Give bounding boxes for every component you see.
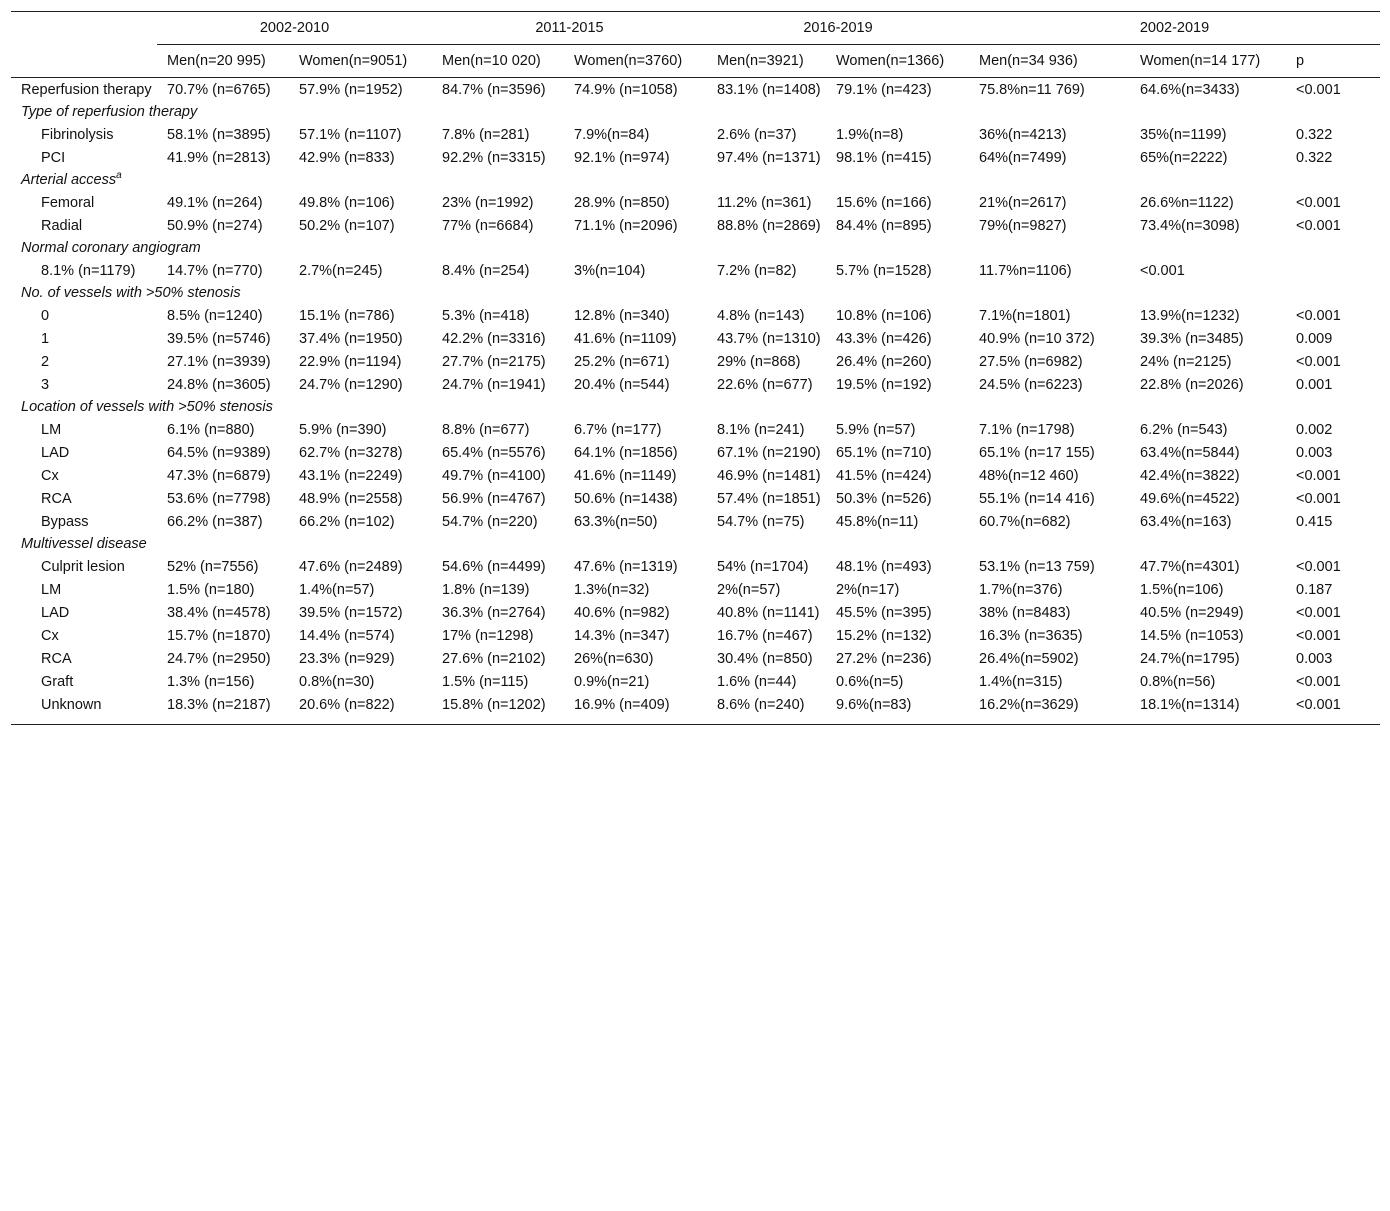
results-table (11, 11, 1380, 725)
table-cell: 53.1% (n=13 759) (979, 559, 1095, 575)
column-header: Women(n=3760) (564, 45, 707, 78)
table-cell: 13.9%(n=1232) (1140, 308, 1240, 324)
table-cell: 47.6% (n=1319) (574, 559, 678, 575)
table-cell: 64%(n=7499) (979, 150, 1067, 166)
table-cell: 84.7% (n=3596) (442, 82, 546, 98)
section-header-row (11, 282, 1380, 304)
table-cell: 58.1% (n=3895) (167, 127, 271, 143)
table-cell: 67.1% (n=2190) (717, 445, 821, 461)
table-row (11, 350, 1380, 373)
table-cell: 26%(n=630) (574, 651, 654, 667)
p-value-cell: 0.003 (1296, 445, 1333, 461)
p-value-cell: 0.001 (1296, 377, 1333, 393)
table-cell: 1.5% (n=115) (442, 674, 529, 690)
table-cell: 54.6% (n=4499) (442, 559, 546, 575)
table-cell: 24.7% (n=1290) (299, 377, 403, 393)
row-label: Bypass (41, 514, 89, 530)
table-cell: 50.9% (n=274) (167, 218, 263, 234)
table-cell: 20.6% (n=822) (289, 693, 432, 725)
table-cell: 49.8% (n=106) (299, 195, 395, 211)
table-cell: 42.2% (n=3316) (442, 331, 546, 347)
p-value-cell: <0.001 (1296, 559, 1341, 575)
column-header: Men(n=20 995) (157, 45, 289, 78)
table-cell: 25.2% (n=671) (574, 354, 670, 370)
table-cell: 40.8% (n=1141) (717, 605, 820, 621)
section-label (11, 237, 1380, 259)
table-cell: 15.8% (n=1202) (432, 693, 564, 725)
table-cell: 74.9% (n=1058) (574, 82, 678, 98)
table-cell: 64.5% (n=9389) (167, 445, 271, 461)
table-cell: 24% (n=2125) (1140, 354, 1232, 370)
table-cell: 77% (n=6684) (442, 218, 534, 234)
column-header: Men(n=3921) (707, 45, 826, 78)
p-value-cell: <0.001 (1296, 674, 1341, 690)
section-header-row (11, 101, 1380, 123)
table-cell: 45.8%(n=11) (836, 514, 919, 530)
table-cell: 0.8%(n=30) (299, 674, 375, 690)
row-label: LM (41, 582, 62, 598)
section-label-text: Location of vessels with >50% stenosis (21, 399, 273, 415)
table-cell: 15.7% (n=1870) (167, 628, 271, 644)
period-header-2002-2010: 2002-2010 (157, 12, 432, 45)
table-row (11, 670, 1380, 693)
table-cell: 47.6% (n=2489) (299, 559, 403, 575)
column-header: Women(n=14 177) (1130, 45, 1286, 78)
table-cell: 1.6% (n=44) (717, 674, 797, 690)
table-cell: 1.8% (n=139) (442, 582, 530, 598)
table-cell: 65.1% (n=17 155) (979, 445, 1095, 461)
table-cell: 40.9% (n=10 372) (979, 331, 1095, 347)
table-cell: 29% (n=868) (717, 354, 801, 370)
table-row (11, 555, 1380, 578)
table-cell: 16.3% (n=3635) (979, 628, 1083, 644)
section-label-text: Multivessel disease (21, 536, 147, 552)
table-row (11, 418, 1380, 441)
table-cell: 1.3% (n=156) (167, 674, 255, 690)
section-label (11, 282, 1380, 304)
table-cell: 16.9% (n=409) (564, 693, 707, 725)
section-label (11, 396, 1380, 418)
row-label: PCI (41, 150, 66, 166)
row-label: Unknown (11, 693, 157, 725)
period-header-row (11, 12, 1380, 45)
table-cell: 24.5% (n=6223) (979, 377, 1083, 393)
table-cell: 88.8% (n=2869) (717, 218, 821, 234)
p-value-cell: <0.001 (1296, 628, 1341, 644)
table-cell: 57.9% (n=1952) (299, 82, 403, 98)
table-cell: 2.6% (n=37) (717, 127, 797, 143)
table-cell: 43.1% (n=2249) (299, 468, 403, 484)
row-label: Graft (41, 674, 74, 690)
table-cell: 18.3% (n=2187) (157, 693, 289, 725)
table-row (11, 647, 1380, 670)
table-row (11, 191, 1380, 214)
table-cell: 12.8% (n=340) (574, 308, 670, 324)
table-cell: 48.9% (n=2558) (299, 491, 403, 507)
table-cell: 37.4% (n=1950) (299, 331, 403, 347)
table-row (11, 78, 1380, 102)
row-label: Culprit lesion (41, 559, 125, 575)
table-cell: 7.8% (n=281) (442, 127, 530, 143)
table-cell: 19.5% (n=192) (836, 377, 932, 393)
row-label: RCA (41, 651, 72, 667)
table-cell: 65.1% (n=710) (836, 445, 932, 461)
table-cell: 24.7% (n=2950) (167, 651, 271, 667)
table-cell: 79%(n=9827) (979, 218, 1067, 234)
section-label-text: Type of reperfusion therapy (21, 104, 198, 120)
table-cell: 36.3% (n=2764) (442, 605, 546, 621)
table-cell: 28.9% (n=850) (574, 195, 670, 211)
table-cell: 46.9% (n=1481) (717, 468, 821, 484)
table-cell: 49.6%(n=4522) (1140, 491, 1240, 507)
p-value-cell: <0.001 (1296, 468, 1341, 484)
table-cell: 57.4% (n=1851) (717, 491, 821, 507)
table-row (11, 464, 1380, 487)
table-cell: 5.3% (n=418) (442, 308, 530, 324)
table-cell: 27.2% (n=236) (836, 651, 932, 667)
table-cell: 4.8% (n=143) (717, 308, 805, 324)
table-cell: 17% (n=1298) (442, 628, 534, 644)
table-cell: 22.6% (n=677) (717, 377, 813, 393)
column-header: Women(n=9051) (289, 45, 432, 78)
table-cell: 53.6% (n=7798) (167, 491, 271, 507)
p-value-cell: 0.009 (1296, 331, 1333, 347)
table-cell: 7.9%(n=84) (574, 127, 650, 143)
table-cell: 63.3%(n=50) (574, 514, 658, 530)
table-cell: 22.8% (n=2026) (1140, 377, 1244, 393)
table-row (11, 259, 1380, 282)
table-cell: 48%(n=12 460) (979, 468, 1079, 484)
table-cell: 2.7%(n=245) (299, 263, 383, 279)
row-label: LAD (41, 445, 70, 461)
table-cell: 35%(n=1199) (1140, 127, 1227, 143)
table-cell: 18.1%(n=1314) (1130, 693, 1286, 725)
table-cell: 50.3% (n=526) (836, 491, 932, 507)
table-cell: 8.1% (n=241) (717, 422, 805, 438)
p-value-cell: <0.001 (1296, 354, 1341, 370)
row-label: Radial (41, 218, 83, 234)
p-value-cell: <0.001 (1296, 605, 1341, 621)
table-cell: 62.7% (n=3278) (299, 445, 403, 461)
table-cell: 16.7% (n=467) (717, 628, 813, 644)
row-label: 0 (41, 308, 50, 324)
table-cell: 27.7% (n=2175) (442, 354, 546, 370)
table-cell: 66.2% (n=387) (167, 514, 263, 530)
table-cell: 57.1% (n=1107) (299, 127, 402, 143)
footnote-marker: a (116, 170, 122, 182)
table-cell: 10.8% (n=106) (836, 308, 932, 324)
table-cell: 47.3% (n=6879) (167, 468, 271, 484)
table-cell: 7.1% (n=1798) (979, 422, 1075, 438)
table-cell: 60.7%(n=682) (979, 514, 1071, 530)
table-cell: 73.4%(n=3098) (1140, 218, 1240, 234)
table-body (11, 78, 1380, 725)
table-cell: 54.7% (n=220) (442, 514, 538, 530)
table-cell: 30.4% (n=850) (717, 651, 813, 667)
p-value-cell: 0.415 (1296, 514, 1333, 530)
table-cell: 8.4% (n=254) (442, 263, 530, 279)
row-label: 2 (41, 354, 50, 370)
header-empty-cell (11, 12, 157, 45)
section-label-text: No. of vessels with >50% stenosis (21, 285, 241, 301)
table-cell: 43.7% (n=1310) (717, 331, 821, 347)
p-value-cell: 0.322 (1296, 150, 1333, 166)
row-label: Cx (41, 628, 59, 644)
row-label: 3 (41, 377, 50, 393)
table-cell: 1.9%(n=8) (836, 127, 904, 143)
table-cell: 26.4% (n=260) (836, 354, 932, 370)
row-label: Femoral (41, 195, 95, 211)
table-cell: 65.4% (n=5576) (442, 445, 546, 461)
table-row (11, 487, 1380, 510)
period-header-2011-2015: 2011-2015 (432, 12, 707, 45)
table-cell: 23% (n=1992) (442, 195, 534, 211)
table-cell: 54.7% (n=75) (717, 514, 805, 530)
table-row (11, 123, 1380, 146)
table-row (11, 601, 1380, 624)
p-value-cell: <0.001 (1296, 218, 1341, 234)
table-cell: 92.1% (n=974) (574, 150, 670, 166)
table-cell: 47.7%(n=4301) (1140, 559, 1240, 575)
table-cell: 41.9% (n=2813) (167, 150, 271, 166)
table-cell: 38% (n=8483) (979, 605, 1071, 621)
table-row (11, 327, 1380, 350)
table-cell: 1.4%(n=315) (979, 674, 1063, 690)
table-cell: 45.5% (n=395) (836, 605, 932, 621)
table-cell: 2%(n=17) (836, 582, 900, 598)
table-cell: 5.7% (n=1528) (836, 263, 932, 279)
table-cell: 71.1% (n=2096) (574, 218, 678, 234)
table-cell: 42.9% (n=833) (299, 150, 395, 166)
table-cell: 42.4%(n=3822) (1140, 468, 1240, 484)
table-cell: 36%(n=4213) (979, 127, 1067, 143)
period-header-2016-2019: 2016-2019 (707, 12, 969, 45)
column-header: Men(n=34 936) (969, 45, 1130, 78)
section-label (11, 533, 1380, 555)
table-cell: 79.1% (n=423) (836, 82, 932, 98)
table-row (11, 146, 1380, 169)
table-cell: 39.5% (n=5746) (167, 331, 271, 347)
table-cell: 0.8%(n=56) (1140, 674, 1216, 690)
table-cell: 98.1% (n=415) (836, 150, 932, 166)
table-cell: 56.9% (n=4767) (442, 491, 546, 507)
table-cell: 16.2%(n=3629) (969, 693, 1130, 725)
table-cell: 9.6%(n=83) (826, 693, 969, 725)
table-cell: 49.7% (n=4100) (442, 468, 546, 484)
column-header-p: p (1286, 45, 1380, 78)
p-value-cell: <0.001 (1296, 195, 1341, 211)
table-row (11, 578, 1380, 601)
table-cell: 11.7%n=1106) (979, 263, 1072, 279)
row-label: LM (41, 422, 62, 438)
table-cell: 50.6% (n=1438) (574, 491, 678, 507)
row-label: Reperfusion therapy (21, 82, 152, 98)
table-cell: 75.8%n=11 769) (979, 82, 1085, 98)
table-cell: 48.1% (n=493) (836, 559, 932, 575)
table-row (11, 624, 1380, 647)
table-cell: 49.1% (n=264) (167, 195, 263, 211)
column-header: Men(n=10 020) (432, 45, 564, 78)
table-cell: 1.3%(n=32) (574, 582, 650, 598)
table-cell: 41.6% (n=1149) (574, 468, 677, 484)
table-cell: 24.7% (n=1941) (442, 377, 546, 393)
table-cell: 14.7% (n=770) (167, 263, 263, 279)
section-label (11, 101, 1380, 123)
table-cell: 8.5% (n=1240) (167, 308, 263, 324)
table-cell: 63.4%(n=163) (1140, 514, 1232, 530)
table-cell: 41.6% (n=1109) (574, 331, 677, 347)
results-table-container (11, 11, 1380, 725)
row-label: LAD (41, 605, 70, 621)
header-empty-cell (11, 45, 157, 78)
p-value-cell: <0.001 (1286, 693, 1380, 725)
table-cell: 55.1% (n=14 416) (979, 491, 1095, 507)
table-cell: 15.2% (n=132) (836, 628, 932, 644)
table-cell: 6.2% (n=543) (1140, 422, 1228, 438)
p-value-cell: <0.001 (1296, 82, 1341, 98)
table-cell: 38.4% (n=4578) (167, 605, 271, 621)
section-header-row (11, 396, 1380, 418)
table-cell: 14.5% (n=1053) (1140, 628, 1244, 644)
table-cell: 50.2% (n=107) (299, 218, 395, 234)
table-cell: 8.8% (n=677) (442, 422, 530, 438)
table-cell: 7.1%(n=1801) (979, 308, 1071, 324)
table-cell: 1.5% (n=180) (167, 582, 255, 598)
table-cell: 64.1% (n=1856) (574, 445, 678, 461)
table-cell: 1.4%(n=57) (299, 582, 375, 598)
table-cell: 54% (n=1704) (717, 559, 809, 575)
table-cell: 0.9%(n=21) (574, 674, 650, 690)
table-cell: 27.5% (n=6982) (979, 354, 1083, 370)
table-row (11, 510, 1380, 533)
table-cell: 8.6% (n=240) (707, 693, 826, 725)
table-cell: 84.4% (n=895) (836, 218, 932, 234)
table-cell: <0.001 (1140, 263, 1185, 279)
section-header-row (11, 533, 1380, 555)
table-cell: 20.4% (n=544) (574, 377, 670, 393)
table-cell: 22.9% (n=1194) (299, 354, 402, 370)
row-label: 8.1% (n=1179) (41, 263, 136, 279)
table-cell: 66.2% (n=102) (299, 514, 395, 530)
section-label (11, 169, 1380, 191)
table-cell: 97.4% (n=1371) (717, 150, 821, 166)
row-label: Cx (41, 468, 59, 484)
table-cell: 70.7% (n=6765) (167, 82, 271, 98)
table-cell: 14.4% (n=574) (299, 628, 395, 644)
p-value-cell: <0.001 (1296, 491, 1341, 507)
table-cell: 63.4%(n=5844) (1140, 445, 1240, 461)
row-label: 1 (41, 331, 50, 347)
table-cell: 40.5% (n=2949) (1140, 605, 1244, 621)
p-value-cell (1286, 259, 1380, 282)
table-cell: 65%(n=2222) (1140, 150, 1228, 166)
section-label-text: Normal coronary angiogram (21, 240, 201, 256)
table-cell: 26.6%n=1122) (1140, 195, 1234, 211)
table-cell: 15.1% (n=786) (299, 308, 395, 324)
column-header: Women(n=1366) (826, 45, 969, 78)
table-cell: 24.7%(n=1795) (1140, 651, 1240, 667)
section-header-row (11, 169, 1380, 191)
table-cell: 27.1% (n=3939) (167, 354, 271, 370)
table-cell: 3%(n=104) (574, 263, 646, 279)
table-cell: 27.6% (n=2102) (442, 651, 546, 667)
table-row (11, 214, 1380, 237)
table-row (11, 304, 1380, 327)
row-label: RCA (41, 491, 72, 507)
p-value-cell: <0.001 (1296, 308, 1341, 324)
table-cell: 5.9% (n=390) (299, 422, 387, 438)
section-label-text: Arterial access (21, 172, 117, 188)
table-row (11, 693, 1380, 725)
section-header-row (11, 237, 1380, 259)
period-header-2002-2019: 2002-2019 (969, 12, 1380, 45)
row-label: Fibrinolysis (41, 127, 114, 143)
table-cell: 15.6% (n=166) (836, 195, 932, 211)
table-cell: 40.6% (n=982) (574, 605, 670, 621)
p-value-cell: 0.322 (1296, 127, 1333, 143)
table-cell: 14.3% (n=347) (574, 628, 670, 644)
p-value-cell: 0.187 (1296, 582, 1333, 598)
column-header-row (11, 45, 1380, 78)
table-cell: 6.1% (n=880) (167, 422, 255, 438)
table-cell: 7.2% (n=82) (717, 263, 797, 279)
table-cell: 6.7% (n=177) (574, 422, 662, 438)
table-cell: 1.5%(n=106) (1140, 582, 1224, 598)
table-cell: 23.3% (n=929) (299, 651, 395, 667)
table-cell: 0.6%(n=5) (836, 674, 904, 690)
table-cell: 1.7%(n=376) (979, 582, 1063, 598)
table-cell: 2%(n=57) (717, 582, 781, 598)
table-row (11, 441, 1380, 464)
table-cell: 83.1% (n=1408) (717, 82, 821, 98)
table-cell: 11.2% (n=361) (717, 195, 812, 211)
p-value-cell: 0.002 (1296, 422, 1333, 438)
table-cell: 5.9% (n=57) (836, 422, 916, 438)
table-cell: 21%(n=2617) (979, 195, 1067, 211)
table-cell: 64.6%(n=3433) (1140, 82, 1240, 98)
table-cell: 41.5% (n=424) (836, 468, 932, 484)
table-cell: 43.3% (n=426) (836, 331, 932, 347)
table-cell: 92.2% (n=3315) (442, 150, 546, 166)
table-row (11, 373, 1380, 396)
table-cell: 24.8% (n=3605) (167, 377, 271, 393)
table-cell: 39.3% (n=3485) (1140, 331, 1244, 347)
table-cell: 26.4%(n=5902) (979, 651, 1079, 667)
table-cell: 39.5% (n=1572) (299, 605, 403, 621)
p-value-cell: 0.003 (1296, 651, 1333, 667)
table-cell: 52% (n=7556) (167, 559, 259, 575)
